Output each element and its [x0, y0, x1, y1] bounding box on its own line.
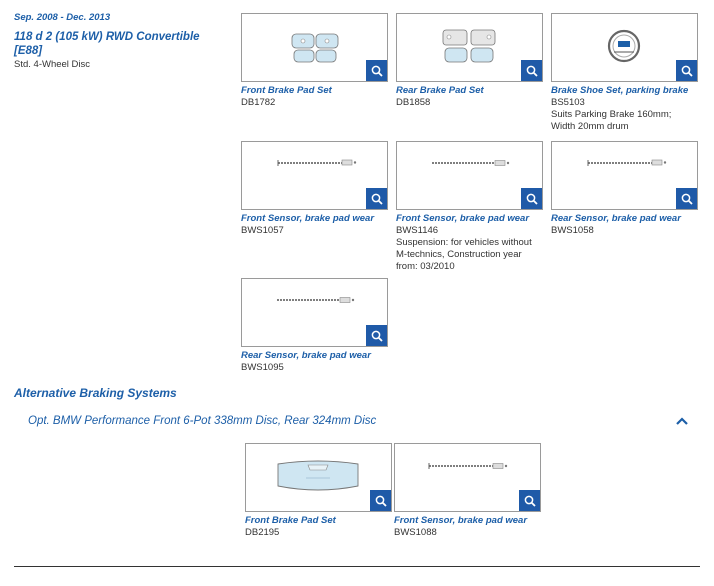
alternative-systems-heading: Alternative Braking Systems [14, 386, 177, 400]
magnifier-icon [526, 193, 538, 205]
part-image[interactable] [241, 278, 388, 347]
part-card[interactable] [551, 141, 698, 237]
vehicle-title: 118 d 2 (105 kW) RWD Convertible [E88] [14, 31, 200, 57]
zoom-button[interactable] [366, 325, 387, 346]
zoom-button[interactable] [521, 60, 542, 81]
part-image[interactable] [551, 13, 698, 82]
zoom-button[interactable] [521, 188, 542, 209]
part-image[interactable] [396, 141, 543, 210]
part-card[interactable] [241, 141, 388, 237]
magnifier-icon [526, 65, 538, 77]
magnifier-icon [371, 65, 383, 77]
part-name[interactable]: Front Sensor, brake pad wear [394, 515, 528, 526]
part-name[interactable]: Front Sensor, brake pad wear [241, 213, 375, 224]
part-name[interactable]: Rear Sensor, brake pad wear [551, 213, 681, 224]
magnifier-icon [524, 495, 536, 507]
part-name[interactable]: Rear Sensor, brake pad wear [241, 350, 371, 361]
part-name[interactable]: Front Brake Pad Set [241, 85, 332, 96]
part-card[interactable] [396, 13, 543, 109]
part-image[interactable] [551, 141, 698, 210]
part-code: DB1782 [241, 97, 276, 108]
zoom-button[interactable] [676, 60, 697, 81]
part-code: BWS1058 [551, 225, 594, 236]
part-image[interactable] [245, 443, 392, 512]
part-card[interactable] [394, 443, 541, 539]
zoom-button[interactable] [366, 60, 387, 81]
part-card[interactable] [551, 13, 698, 133]
part-card[interactable] [396, 141, 543, 273]
vehicle-subtitle: Std. 4-Wheel Disc [14, 59, 91, 70]
zoom-button[interactable] [370, 490, 391, 511]
part-code: BWS1088 [394, 527, 437, 538]
part-image[interactable] [241, 141, 388, 210]
part-code: BWS1146 [396, 225, 439, 236]
part-name[interactable]: Front Sensor, brake pad wear [396, 213, 530, 224]
part-note: Suits Parking Brake 160mm; Width 20mm drum [551, 109, 672, 132]
zoom-button[interactable] [366, 188, 387, 209]
date-range: Sep. 2008 - Dec. 2013 [14, 12, 111, 23]
part-image[interactable] [394, 443, 541, 512]
part-code: BWS1095 [241, 362, 284, 373]
option-title[interactable]: Opt. BMW Performance Front 6-Pot 338mm Disc, Rear 324mm Disc [28, 415, 377, 427]
part-image[interactable] [396, 13, 543, 82]
magnifier-icon [371, 330, 383, 342]
part-card[interactable] [245, 443, 392, 539]
part-name[interactable]: Front Brake Pad Set [245, 515, 336, 526]
part-code: BWS1057 [241, 225, 284, 236]
magnifier-icon [681, 193, 693, 205]
part-code: DB1858 [396, 97, 431, 108]
part-code: DB2195 [245, 527, 280, 538]
magnifier-icon [371, 193, 383, 205]
part-image[interactable] [241, 13, 388, 82]
divider [14, 566, 700, 567]
chevron-up-icon[interactable] [674, 414, 690, 428]
part-card[interactable] [241, 278, 388, 374]
part-name[interactable]: Brake Shoe Set, parking brake [551, 85, 689, 96]
part-card[interactable] [241, 13, 388, 109]
magnifier-icon [681, 65, 693, 77]
part-name[interactable]: Rear Brake Pad Set [396, 85, 484, 96]
zoom-button[interactable] [519, 490, 540, 511]
part-note: Suspension: for vehicles without M-technics, Construction year from: 03/2010 [396, 237, 532, 272]
magnifier-icon [375, 495, 387, 507]
zoom-button[interactable] [676, 188, 697, 209]
part-code: BS5103 [551, 97, 585, 108]
